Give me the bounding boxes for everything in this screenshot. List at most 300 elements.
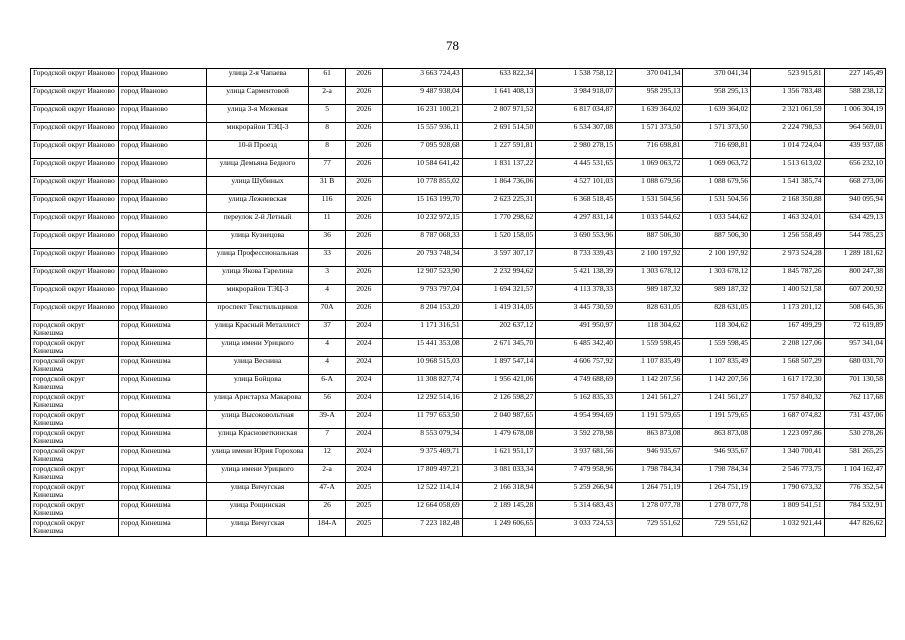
amount-cell: 701 130,58 bbox=[824, 375, 885, 393]
amount-cell: 989 187,32 bbox=[615, 285, 683, 303]
total-cost-cell: 12 522 114,14 bbox=[382, 483, 462, 501]
amount-cell: 716 698,81 bbox=[615, 141, 683, 159]
municipality-cell: городской округ Кинешма bbox=[31, 375, 119, 393]
house-number-cell: 3 bbox=[309, 267, 346, 285]
amount-cell: 887 506,30 bbox=[615, 231, 683, 249]
house-number-cell: 26 bbox=[309, 501, 346, 519]
amount-cell: 370 041,34 bbox=[683, 69, 751, 87]
municipality-cell: городской округ Кинешма bbox=[31, 501, 119, 519]
amount-cell: 762 117,68 bbox=[824, 393, 885, 411]
table-row bbox=[31, 429, 886, 447]
table-body bbox=[31, 69, 886, 537]
amount-cell: 167 499,29 bbox=[750, 321, 824, 339]
page-number: 78 bbox=[446, 38, 459, 53]
municipality-cell: городской округ Кинешма bbox=[31, 357, 119, 375]
year-cell: 2024 bbox=[345, 465, 382, 483]
amount-cell: 1 088 679,56 bbox=[683, 177, 751, 195]
amount-cell: 4 606 757,92 bbox=[536, 357, 616, 375]
municipality-cell: Городской округ Иваново bbox=[31, 123, 119, 141]
amount-cell: 1 400 521,58 bbox=[750, 285, 824, 303]
house-number-cell: 7 bbox=[309, 429, 346, 447]
amount-cell: 1 303 678,12 bbox=[683, 267, 751, 285]
total-cost-cell: 11 308 827,74 bbox=[382, 375, 462, 393]
amount-cell: 1 641 408,13 bbox=[462, 87, 536, 105]
house-number-cell: 56 bbox=[309, 393, 346, 411]
amount-cell: 1 541 385,74 bbox=[750, 177, 824, 195]
amount-cell: 1 809 541,51 bbox=[750, 501, 824, 519]
house-number-cell: 70А bbox=[309, 303, 346, 321]
table-row bbox=[31, 447, 886, 465]
total-cost-cell: 16 231 100,21 bbox=[382, 105, 462, 123]
amount-cell: 1 956 421,06 bbox=[462, 375, 536, 393]
city-cell: город Кинешма bbox=[118, 321, 206, 339]
amount-cell: 1 419 314,05 bbox=[462, 303, 536, 321]
amount-cell: 800 247,38 bbox=[824, 267, 885, 285]
amount-cell: 2 807 971,52 bbox=[462, 105, 536, 123]
municipality-cell: Городской округ Иваново bbox=[31, 141, 119, 159]
year-cell: 2026 bbox=[345, 123, 382, 141]
amount-cell: 828 631,05 bbox=[615, 303, 683, 321]
year-cell: 2026 bbox=[345, 303, 382, 321]
amount-cell: 964 569,01 bbox=[824, 123, 885, 141]
amount-cell: 4 445 531,65 bbox=[536, 159, 616, 177]
amount-cell: 2 224 798,53 bbox=[750, 123, 824, 141]
house-number-cell: 61 bbox=[309, 69, 346, 87]
city-cell: город Кинешма bbox=[118, 357, 206, 375]
city-cell: город Кинешма bbox=[118, 483, 206, 501]
street-cell: микрорайон ТЭЦ-3 bbox=[206, 123, 308, 141]
amount-cell: 1 568 507,29 bbox=[750, 357, 824, 375]
amount-cell: 1 241 561,27 bbox=[683, 393, 751, 411]
amount-cell: 1 770 298,62 bbox=[462, 213, 536, 231]
housing-repair-table bbox=[30, 68, 886, 537]
amount-cell: 4 749 688,69 bbox=[536, 375, 616, 393]
amount-cell: 3 445 730,59 bbox=[536, 303, 616, 321]
amount-cell: 7 479 958,96 bbox=[536, 465, 616, 483]
total-cost-cell: 10 778 855,02 bbox=[382, 177, 462, 195]
street-cell: улица 2-я Чапаева bbox=[206, 69, 308, 87]
amount-cell: 729 551,62 bbox=[683, 519, 751, 537]
street-cell: улица Веснина bbox=[206, 357, 308, 375]
total-cost-cell: 8 787 068,33 bbox=[382, 231, 462, 249]
house-number-cell: 4 bbox=[309, 339, 346, 357]
amount-cell: 2 671 345,70 bbox=[462, 339, 536, 357]
year-cell: 2026 bbox=[345, 177, 382, 195]
total-cost-cell: 7 223 182,48 bbox=[382, 519, 462, 537]
house-number-cell: 116 bbox=[309, 195, 346, 213]
amount-cell: 1 687 074,82 bbox=[750, 411, 824, 429]
amount-cell: 581 265,25 bbox=[824, 447, 885, 465]
amount-cell: 1 571 373,50 bbox=[683, 123, 751, 141]
amount-cell: 989 187,32 bbox=[683, 285, 751, 303]
municipality-cell: Городской округ Иваново bbox=[31, 105, 119, 123]
year-cell: 2024 bbox=[345, 339, 382, 357]
table-row bbox=[31, 267, 886, 285]
amount-cell: 3 592 278,98 bbox=[536, 429, 616, 447]
amount-cell: 439 937,08 bbox=[824, 141, 885, 159]
total-cost-cell: 8 553 079,34 bbox=[382, 429, 462, 447]
amount-cell: 2 980 278,15 bbox=[536, 141, 616, 159]
house-number-cell: 5 bbox=[309, 105, 346, 123]
amount-cell: 1 278 077,78 bbox=[615, 501, 683, 519]
city-cell: город Иваново bbox=[118, 195, 206, 213]
amount-cell: 118 304,62 bbox=[683, 321, 751, 339]
amount-cell: 1 639 364,02 bbox=[615, 105, 683, 123]
street-cell: 10-й Проезд bbox=[206, 141, 308, 159]
year-cell: 2024 bbox=[345, 447, 382, 465]
table-row bbox=[31, 105, 886, 123]
street-cell: переулок 2-й Летный bbox=[206, 213, 308, 231]
street-cell: улица Вичугская bbox=[206, 483, 308, 501]
amount-cell: 1 864 736,06 bbox=[462, 177, 536, 195]
amount-cell: 784 532,91 bbox=[824, 501, 885, 519]
amount-cell: 1 191 579,65 bbox=[683, 411, 751, 429]
amount-cell: 1 069 063,72 bbox=[683, 159, 751, 177]
municipality-cell: Городской округ Иваново bbox=[31, 195, 119, 213]
table-row bbox=[31, 195, 886, 213]
total-cost-cell: 12 292 514,16 bbox=[382, 393, 462, 411]
amount-cell: 1 249 606,65 bbox=[462, 519, 536, 537]
amount-cell: 680 031,70 bbox=[824, 357, 885, 375]
year-cell: 2026 bbox=[345, 213, 382, 231]
year-cell: 2026 bbox=[345, 249, 382, 267]
total-cost-cell: 11 797 653,50 bbox=[382, 411, 462, 429]
municipality-cell: городской округ Кинешма bbox=[31, 447, 119, 465]
amount-cell: 1 264 751,19 bbox=[683, 483, 751, 501]
total-cost-cell: 1 171 316,51 bbox=[382, 321, 462, 339]
amount-cell: 1 069 063,72 bbox=[615, 159, 683, 177]
amount-cell: 656 232,10 bbox=[824, 159, 885, 177]
year-cell: 2024 bbox=[345, 393, 382, 411]
amount-cell: 3 081 033,34 bbox=[462, 465, 536, 483]
year-cell: 2024 bbox=[345, 357, 382, 375]
amount-cell: 4 297 831,14 bbox=[536, 213, 616, 231]
city-cell: город Иваново bbox=[118, 123, 206, 141]
house-number-cell: 8 bbox=[309, 141, 346, 159]
amount-cell: 887 506,30 bbox=[683, 231, 751, 249]
amount-cell: 4 113 378,33 bbox=[536, 285, 616, 303]
city-cell: город Иваново bbox=[118, 267, 206, 285]
amount-cell: 530 278,26 bbox=[824, 429, 885, 447]
municipality-cell: городской округ Кинешма bbox=[31, 411, 119, 429]
amount-cell: 776 352,54 bbox=[824, 483, 885, 501]
amount-cell: 2 168 350,88 bbox=[750, 195, 824, 213]
table-row bbox=[31, 339, 886, 357]
city-cell: город Иваново bbox=[118, 69, 206, 87]
amount-cell: 1 531 504,56 bbox=[615, 195, 683, 213]
amount-cell: 1 191 579,65 bbox=[615, 411, 683, 429]
amount-cell: 2 691 514,50 bbox=[462, 123, 536, 141]
house-number-cell: 184-А bbox=[309, 519, 346, 537]
municipality-cell: городской округ Кинешма bbox=[31, 465, 119, 483]
amount-cell: 2 623 225,31 bbox=[462, 195, 536, 213]
total-cost-cell: 9 793 797,04 bbox=[382, 285, 462, 303]
amount-cell: 2 100 197,92 bbox=[683, 249, 751, 267]
total-cost-cell: 15 163 199,70 bbox=[382, 195, 462, 213]
city-cell: город Иваново bbox=[118, 303, 206, 321]
city-cell: город Иваново bbox=[118, 105, 206, 123]
street-cell: улица имени Урицкого bbox=[206, 339, 308, 357]
amount-cell: 1 531 504,56 bbox=[683, 195, 751, 213]
amount-cell: 1 356 783,48 bbox=[750, 87, 824, 105]
year-cell: 2025 bbox=[345, 501, 382, 519]
table-row bbox=[31, 87, 886, 105]
amount-cell: 2 232 994,62 bbox=[462, 267, 536, 285]
house-number-cell: 12 bbox=[309, 447, 346, 465]
amount-cell: 2 546 773,75 bbox=[750, 465, 824, 483]
street-cell: улица Вичугская bbox=[206, 519, 308, 537]
total-cost-cell: 10 584 641,42 bbox=[382, 159, 462, 177]
year-cell: 2024 bbox=[345, 375, 382, 393]
year-cell: 2025 bbox=[345, 483, 382, 501]
street-cell: улица Якова Гарелина bbox=[206, 267, 308, 285]
amount-cell: 491 950,97 bbox=[536, 321, 616, 339]
amount-cell: 2 321 061,59 bbox=[750, 105, 824, 123]
amount-cell: 2 208 127,06 bbox=[750, 339, 824, 357]
street-cell: улица Красный Металлист bbox=[206, 321, 308, 339]
total-cost-cell: 17 809 497,21 bbox=[382, 465, 462, 483]
street-cell: улица Кузнецова bbox=[206, 231, 308, 249]
street-cell: улица Шубиных bbox=[206, 177, 308, 195]
amount-cell: 668 273,06 bbox=[824, 177, 885, 195]
amount-cell: 1 617 172,30 bbox=[750, 375, 824, 393]
amount-cell: 508 645,36 bbox=[824, 303, 885, 321]
amount-cell: 1 790 673,32 bbox=[750, 483, 824, 501]
table-row bbox=[31, 375, 886, 393]
amount-cell: 731 437,06 bbox=[824, 411, 885, 429]
city-cell: город Иваново bbox=[118, 177, 206, 195]
amount-cell: 3 984 918,07 bbox=[536, 87, 616, 105]
table-row bbox=[31, 231, 886, 249]
street-cell: улица имени Урицкого bbox=[206, 465, 308, 483]
municipality-cell: Городской округ Иваново bbox=[31, 87, 119, 105]
amount-cell: 2 166 318,94 bbox=[462, 483, 536, 501]
amount-cell: 1 033 544,62 bbox=[615, 213, 683, 231]
street-cell: улица Лежневская bbox=[206, 195, 308, 213]
amount-cell: 588 238,12 bbox=[824, 87, 885, 105]
house-number-cell: 6-А bbox=[309, 375, 346, 393]
street-cell: улица Профессиональная bbox=[206, 249, 308, 267]
municipality-cell: Городской округ Иваново bbox=[31, 213, 119, 231]
city-cell: город Кинешма bbox=[118, 393, 206, 411]
year-cell: 2026 bbox=[345, 141, 382, 159]
year-cell: 2024 bbox=[345, 411, 382, 429]
amount-cell: 633 822,34 bbox=[462, 69, 536, 87]
amount-cell: 1 538 758,12 bbox=[536, 69, 616, 87]
total-cost-cell: 15 441 353,08 bbox=[382, 339, 462, 357]
street-cell: улица Демьяна Бедного bbox=[206, 159, 308, 177]
amount-cell: 6 534 307,08 bbox=[536, 123, 616, 141]
year-cell: 2026 bbox=[345, 159, 382, 177]
amount-cell: 1 227 591,81 bbox=[462, 141, 536, 159]
year-cell: 2026 bbox=[345, 231, 382, 249]
amount-cell: 3 033 724,53 bbox=[536, 519, 616, 537]
amount-cell: 1 032 921,44 bbox=[750, 519, 824, 537]
table-row bbox=[31, 69, 886, 87]
amount-cell: 1 897 547,14 bbox=[462, 357, 536, 375]
city-cell: город Иваново bbox=[118, 213, 206, 231]
municipality-cell: городской округ Кинешма bbox=[31, 429, 119, 447]
municipality-cell: Городской округ Иваново bbox=[31, 177, 119, 195]
municipality-cell: городской округ Кинешма bbox=[31, 393, 119, 411]
amount-cell: 227 145,49 bbox=[824, 69, 885, 87]
house-number-cell: 77 bbox=[309, 159, 346, 177]
amount-cell: 957 341,04 bbox=[824, 339, 885, 357]
amount-cell: 863 873,08 bbox=[615, 429, 683, 447]
amount-cell: 1 303 678,12 bbox=[615, 267, 683, 285]
city-cell: город Кинешма bbox=[118, 411, 206, 429]
house-number-cell: 36 bbox=[309, 231, 346, 249]
amount-cell: 1 173 201,12 bbox=[750, 303, 824, 321]
municipality-cell: Городской округ Иваново bbox=[31, 267, 119, 285]
house-number-cell: 39-А bbox=[309, 411, 346, 429]
year-cell: 2025 bbox=[345, 519, 382, 537]
amount-cell: 1 142 207,56 bbox=[615, 375, 683, 393]
amount-cell: 1 798 784,34 bbox=[683, 465, 751, 483]
amount-cell: 1 639 364,02 bbox=[683, 105, 751, 123]
amount-cell: 2 126 598,27 bbox=[462, 393, 536, 411]
amount-cell: 6 368 518,45 bbox=[536, 195, 616, 213]
table-row bbox=[31, 501, 886, 519]
amount-cell: 2 040 987,65 bbox=[462, 411, 536, 429]
amount-cell: 1 142 207,56 bbox=[683, 375, 751, 393]
amount-cell: 1 559 598,45 bbox=[683, 339, 751, 357]
house-number-cell: 47-А bbox=[309, 483, 346, 501]
amount-cell: 5 421 138,39 bbox=[536, 267, 616, 285]
amount-cell: 544 785,23 bbox=[824, 231, 885, 249]
amount-cell: 1 798 784,34 bbox=[615, 465, 683, 483]
municipality-cell: городской округ Кинешма bbox=[31, 339, 119, 357]
amount-cell: 1 104 162,47 bbox=[824, 465, 885, 483]
city-cell: город Иваново bbox=[118, 87, 206, 105]
city-cell: город Кинешма bbox=[118, 375, 206, 393]
total-cost-cell: 12 664 058,69 bbox=[382, 501, 462, 519]
amount-cell: 4 527 101,03 bbox=[536, 177, 616, 195]
amount-cell: 1 463 324,01 bbox=[750, 213, 824, 231]
street-cell: улица Бойцова bbox=[206, 375, 308, 393]
table-row bbox=[31, 123, 886, 141]
total-cost-cell: 7 095 928,68 bbox=[382, 141, 462, 159]
table-row bbox=[31, 213, 886, 231]
amount-cell: 958 295,13 bbox=[615, 87, 683, 105]
total-cost-cell: 20 793 748,34 bbox=[382, 249, 462, 267]
amount-cell: 1 088 679,56 bbox=[615, 177, 683, 195]
amount-cell: 863 873,08 bbox=[683, 429, 751, 447]
house-number-cell: 33 bbox=[309, 249, 346, 267]
amount-cell: 1 845 787,26 bbox=[750, 267, 824, 285]
municipality-cell: городской округ Кинешма bbox=[31, 321, 119, 339]
municipality-cell: Городской округ Иваново bbox=[31, 159, 119, 177]
amount-cell: 523 915,81 bbox=[750, 69, 824, 87]
amount-cell: 118 304,62 bbox=[615, 321, 683, 339]
amount-cell: 958 295,13 bbox=[683, 87, 751, 105]
amount-cell: 1 520 158,05 bbox=[462, 231, 536, 249]
amount-cell: 1 264 751,19 bbox=[615, 483, 683, 501]
amount-cell: 6 485 342,40 bbox=[536, 339, 616, 357]
amount-cell: 5 259 266,94 bbox=[536, 483, 616, 501]
city-cell: город Кинешма bbox=[118, 429, 206, 447]
table-row bbox=[31, 411, 886, 429]
city-cell: город Иваново bbox=[118, 141, 206, 159]
house-number-cell: 37 bbox=[309, 321, 346, 339]
amount-cell: 2 973 524,28 bbox=[750, 249, 824, 267]
amount-cell: 1 559 598,45 bbox=[615, 339, 683, 357]
amount-cell: 4 954 994,69 bbox=[536, 411, 616, 429]
city-cell: город Кинешма bbox=[118, 519, 206, 537]
year-cell: 2026 bbox=[345, 267, 382, 285]
house-number-cell: 11 bbox=[309, 213, 346, 231]
table-row bbox=[31, 159, 886, 177]
amount-cell: 1 289 181,62 bbox=[824, 249, 885, 267]
municipality-cell: городской округ Кинешма bbox=[31, 519, 119, 537]
amount-cell: 447 826,62 bbox=[824, 519, 885, 537]
amount-cell: 716 698,81 bbox=[683, 141, 751, 159]
amount-cell: 1 278 077,78 bbox=[683, 501, 751, 519]
amount-cell: 1 014 724,04 bbox=[750, 141, 824, 159]
amount-cell: 1 479 678,08 bbox=[462, 429, 536, 447]
table-row bbox=[31, 321, 886, 339]
city-cell: город Иваново bbox=[118, 159, 206, 177]
amount-cell: 1 694 321,57 bbox=[462, 285, 536, 303]
amount-cell: 5 162 835,33 bbox=[536, 393, 616, 411]
total-cost-cell: 15 557 936,11 bbox=[382, 123, 462, 141]
amount-cell: 2 189 145,28 bbox=[462, 501, 536, 519]
year-cell: 2026 bbox=[345, 195, 382, 213]
amount-cell: 634 429,13 bbox=[824, 213, 885, 231]
street-cell: улица Рощинская bbox=[206, 501, 308, 519]
amount-cell: 202 637,12 bbox=[462, 321, 536, 339]
table-row bbox=[31, 519, 886, 537]
table-row bbox=[31, 357, 886, 375]
amount-cell: 3 937 681,56 bbox=[536, 447, 616, 465]
street-cell: улица Сарментовой bbox=[206, 87, 308, 105]
amount-cell: 1 757 840,32 bbox=[750, 393, 824, 411]
city-cell: город Иваново bbox=[118, 249, 206, 267]
house-number-cell: 2-а bbox=[309, 87, 346, 105]
amount-cell: 1 571 373,50 bbox=[615, 123, 683, 141]
amount-cell: 607 200,92 bbox=[824, 285, 885, 303]
amount-cell: 1 621 951,17 bbox=[462, 447, 536, 465]
amount-cell: 3 597 307,17 bbox=[462, 249, 536, 267]
city-cell: город Иваново bbox=[118, 285, 206, 303]
amount-cell: 1 107 835,49 bbox=[683, 357, 751, 375]
house-number-cell: 4 bbox=[309, 285, 346, 303]
table-row bbox=[31, 393, 886, 411]
city-cell: город Кинешма bbox=[118, 339, 206, 357]
city-cell: город Кинешма bbox=[118, 447, 206, 465]
amount-cell: 1 831 137,22 bbox=[462, 159, 536, 177]
street-cell: улица Аристарха Макарова bbox=[206, 393, 308, 411]
street-cell: микрорайон ТЭЦ-3 bbox=[206, 285, 308, 303]
municipality-cell: Городской округ Иваново bbox=[31, 303, 119, 321]
municipality-cell: Городской округ Иваново bbox=[31, 69, 119, 87]
year-cell: 2026 bbox=[345, 69, 382, 87]
amount-cell: 946 935,67 bbox=[683, 447, 751, 465]
year-cell: 2024 bbox=[345, 321, 382, 339]
total-cost-cell: 10 968 515,03 bbox=[382, 357, 462, 375]
table-row bbox=[31, 249, 886, 267]
municipality-cell: городской округ Кинешма bbox=[31, 483, 119, 501]
amount-cell: 2 100 197,92 bbox=[615, 249, 683, 267]
street-cell: проспект Текстильщиков bbox=[206, 303, 308, 321]
city-cell: город Кинешма bbox=[118, 501, 206, 519]
amount-cell: 1 223 097,86 bbox=[750, 429, 824, 447]
table-row bbox=[31, 465, 886, 483]
street-cell: улица 3-я Межевая bbox=[206, 105, 308, 123]
amount-cell: 1 033 544,62 bbox=[683, 213, 751, 231]
house-number-cell: 4 bbox=[309, 357, 346, 375]
amount-cell: 828 631,05 bbox=[683, 303, 751, 321]
